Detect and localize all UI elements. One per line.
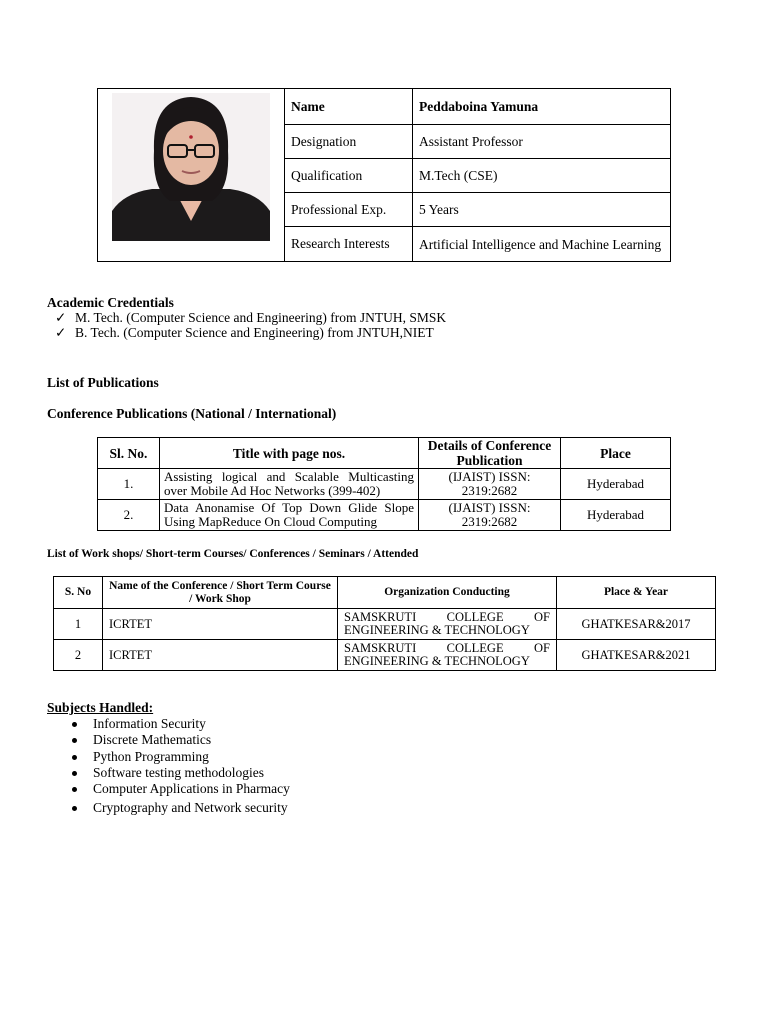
col-organization: Organization Conducting: [338, 577, 557, 609]
pub-title: Assisting logical and Scalable Multicasting over Mobile Ad Hoc Networks (399-402): [160, 469, 419, 500]
col-conference-name: Name of the Conference / Short Term Course / Work Shop: [103, 577, 338, 609]
list-item: Python Programming: [93, 749, 209, 765]
profile-table: [97, 88, 671, 262]
table-row: [54, 609, 716, 640]
bullet-icon: [72, 771, 77, 776]
checkmark-icon: ✓: [55, 310, 67, 325]
workshops-header-row: [54, 577, 716, 609]
table-row: [98, 469, 671, 500]
pub-details: (IJAIST) ISSN: 2319:2682: [419, 469, 561, 500]
person-photo-icon: [112, 93, 270, 241]
profile-photo-cell: [98, 89, 285, 262]
conference-table: [97, 437, 671, 531]
experience-label: Professional Exp.: [285, 193, 413, 227]
credential-text: M. Tech. (Computer Science and Engineering) from JNTUH, SMSK: [75, 310, 447, 325]
pub-sl: 1.: [98, 469, 160, 500]
name-label: Name: [285, 89, 413, 125]
profile-photo: [112, 93, 270, 241]
designation-value: Assistant Professor: [413, 125, 671, 159]
research-value: Artificial Intelligence and Machine Learning: [413, 227, 671, 262]
workshops-heading: List of Work shops/ Short-term Courses/ Conferences / Seminars / Attended: [47, 548, 419, 560]
col-s-no: S. No: [54, 577, 103, 609]
bullet-icon: [72, 722, 77, 727]
table-row: [98, 500, 671, 531]
ws-sno: 2: [54, 640, 103, 671]
workshops-table: [53, 576, 716, 671]
col-sl-no: Sl. No.: [98, 438, 160, 469]
ws-sno: 1: [54, 609, 103, 640]
list-item: Information Security: [93, 716, 206, 732]
qualification-label: Qualification: [285, 159, 413, 193]
list-item: Cryptography and Network security: [93, 800, 288, 816]
experience-value: 5 Years: [413, 193, 671, 227]
pub-sl: 2.: [98, 500, 160, 531]
list-item: Discrete Mathematics: [93, 732, 211, 748]
pub-place: Hyderabad: [561, 469, 671, 500]
pub-details: (IJAIST) ISSN: 2319:2682: [419, 500, 561, 531]
col-title: Title with page nos.: [160, 438, 419, 469]
qualification-value: M.Tech (CSE): [413, 159, 671, 193]
name-value: Peddaboina Yamuna: [413, 89, 671, 125]
ws-organization: SAMSKRUTI COLLEGE OF ENGINEERING & TECHNOLOGY: [338, 640, 557, 671]
pub-title: Data Anonamise Of Top Down Glide Slope Using MapReduce On Cloud Computing: [160, 500, 419, 531]
col-details: Details of Conference Publication: [419, 438, 561, 469]
credential-item: [55, 325, 434, 341]
credential-text: B. Tech. (Computer Science and Engineering) from JNTUH,NIET: [75, 325, 434, 340]
credential-item: [55, 310, 446, 326]
list-item: Software testing methodologies: [93, 765, 264, 781]
publications-heading: List of Publications: [47, 375, 159, 390]
ws-organization: SAMSKRUTI COLLEGE OF ENGINEERING & TECHNOLOGY: [338, 609, 557, 640]
designation-label: Designation: [285, 125, 413, 159]
bullet-icon: [72, 806, 77, 811]
ws-name: ICRTET: [103, 609, 338, 640]
checkmark-icon: ✓: [55, 325, 67, 340]
profile-row: [98, 89, 671, 125]
conference-header-row: [98, 438, 671, 469]
col-place-year: Place & Year: [557, 577, 716, 609]
academic-heading: Academic Credentials: [47, 295, 174, 310]
table-row: [54, 640, 716, 671]
bullet-icon: [72, 755, 77, 760]
ws-name: ICRTET: [103, 640, 338, 671]
pub-place: Hyderabad: [561, 500, 671, 531]
bullet-icon: [72, 787, 77, 792]
ws-place-year: GHATKESAR&2021: [557, 640, 716, 671]
col-place: Place: [561, 438, 671, 469]
subjects-heading: Subjects Handled:: [47, 700, 154, 715]
conference-publications-heading: Conference Publications (National / International): [47, 406, 337, 421]
bullet-icon: [72, 738, 77, 743]
ws-place-year: GHATKESAR&2017: [557, 609, 716, 640]
list-item: Computer Applications in Pharmacy: [93, 781, 290, 797]
research-label: Research Interests: [285, 227, 413, 262]
